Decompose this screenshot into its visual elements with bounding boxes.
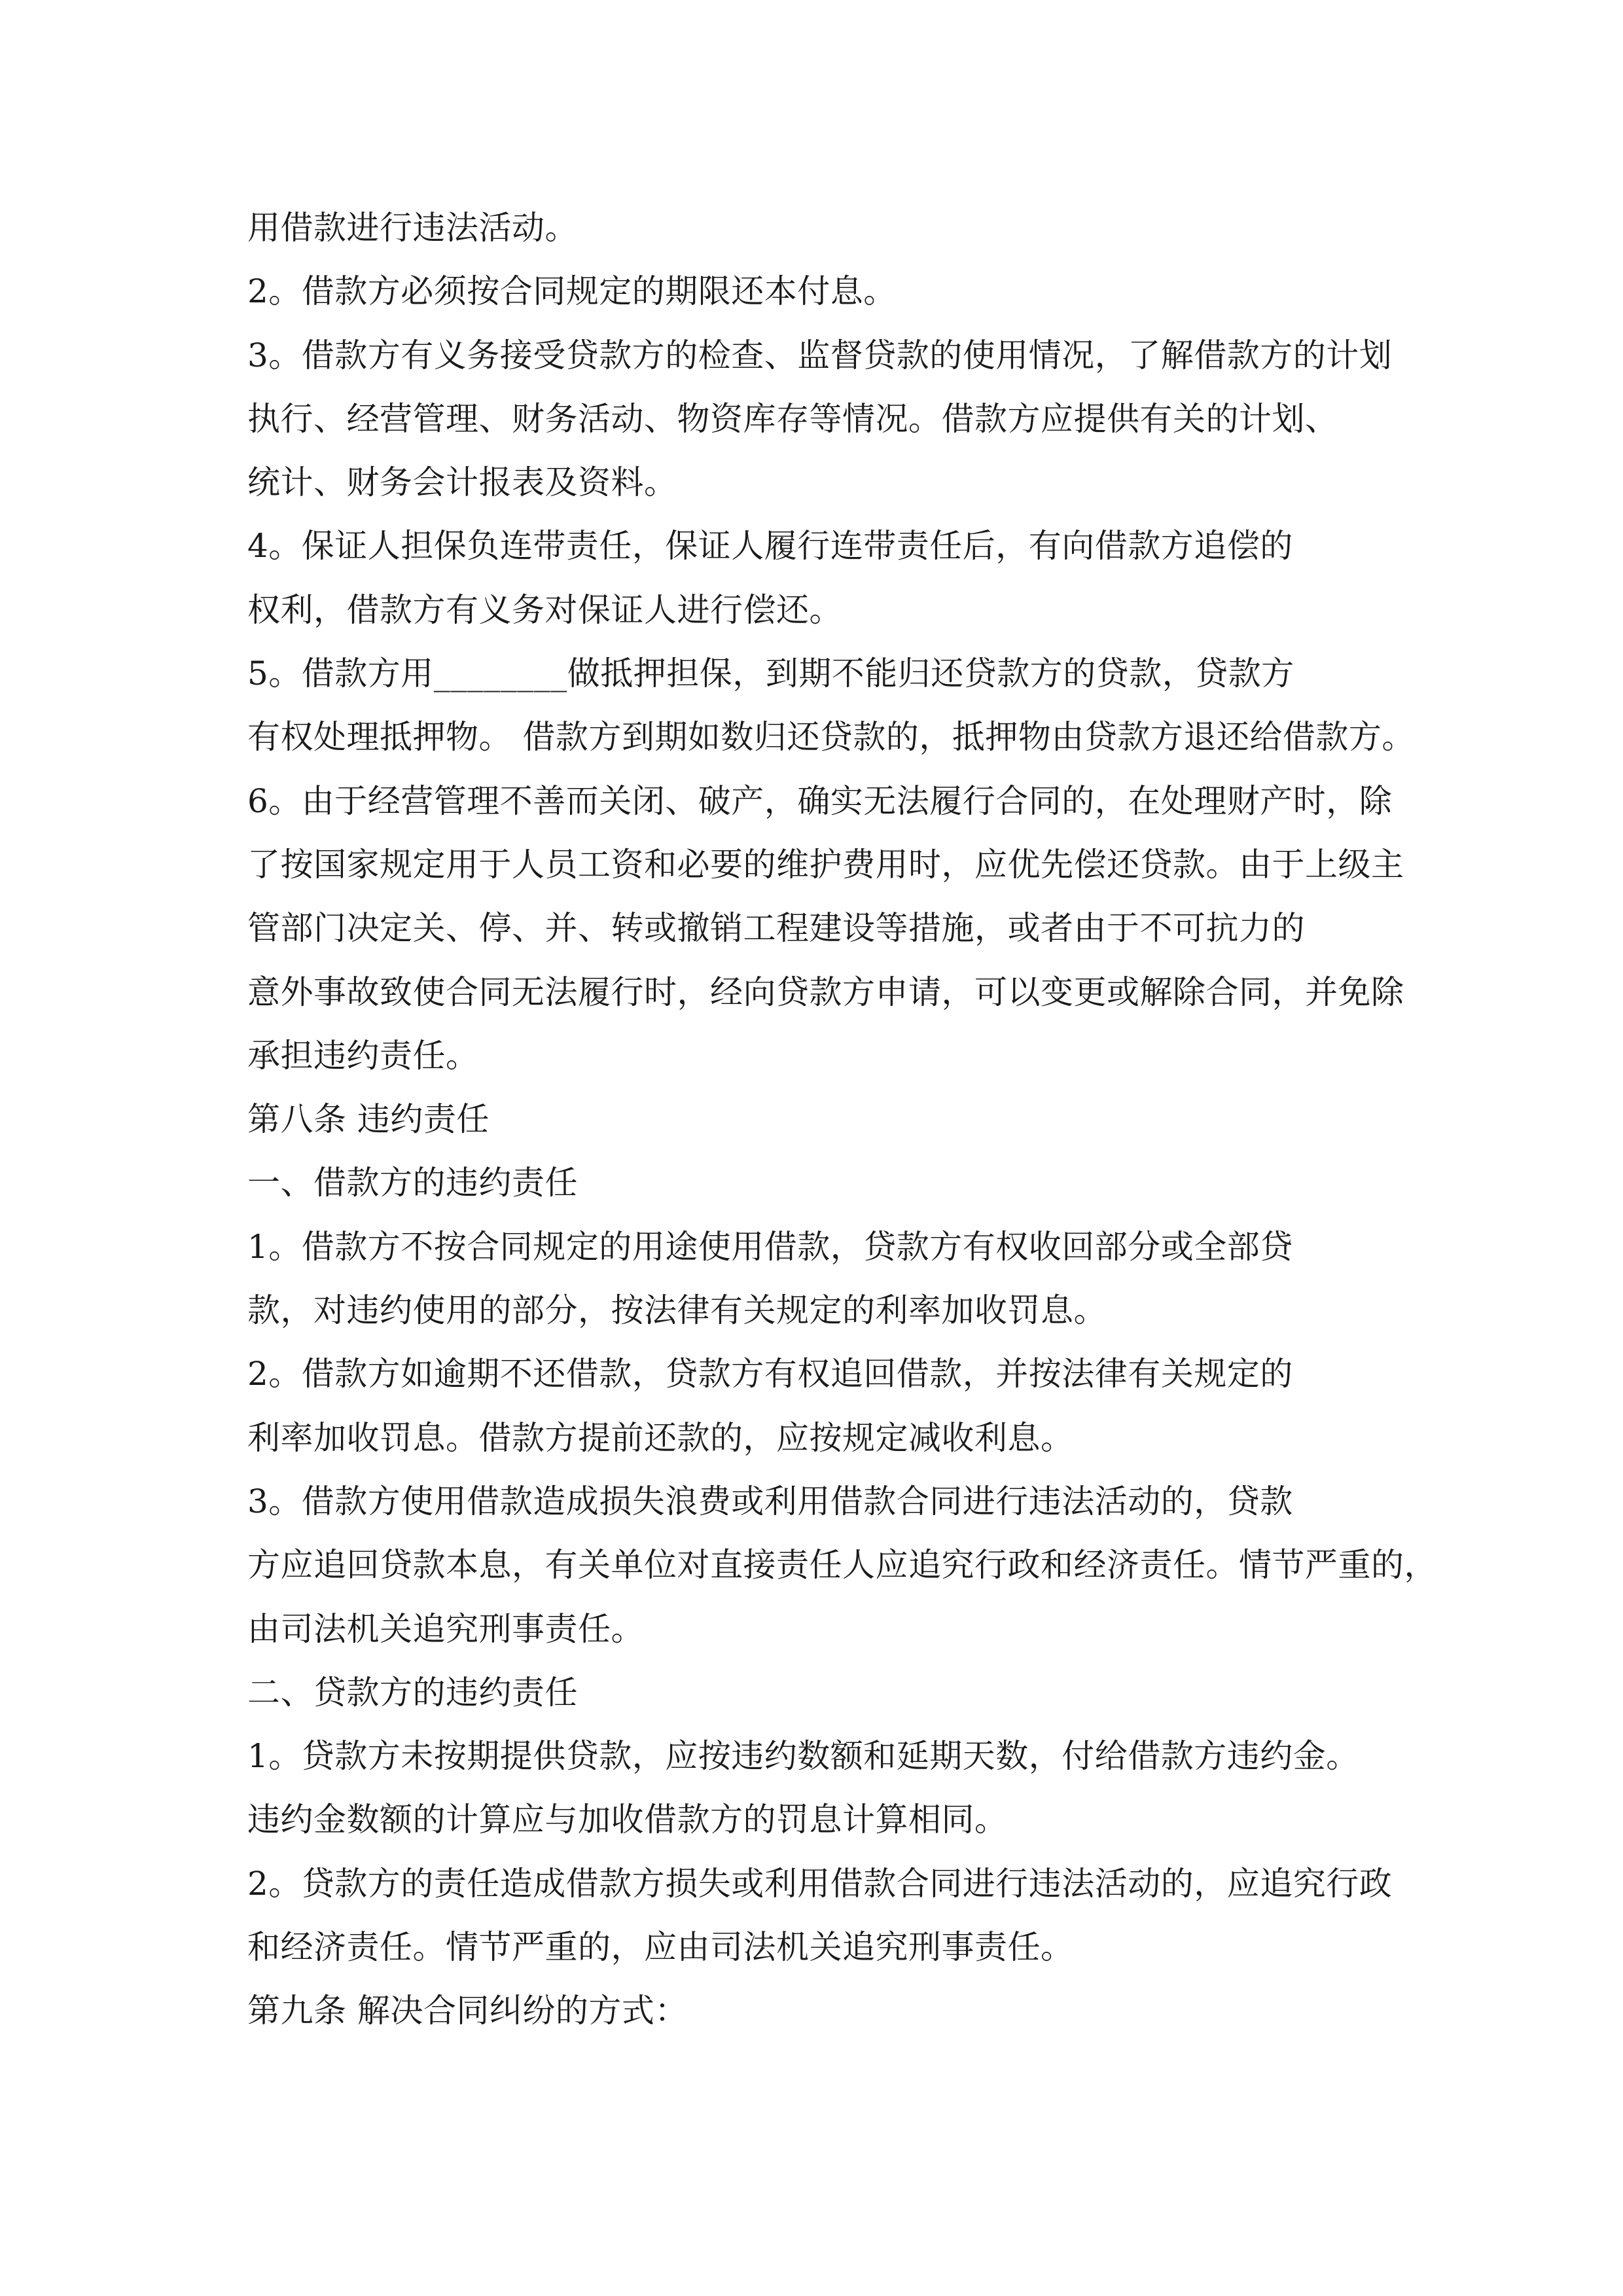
text-line: 和经济责任。情节严重的，应由司法机关追究刑事责任。 <box>247 1928 1074 1967</box>
text-line: 执行、经营管理、财务活动、物资库存等情况。借款方应提供有关的计划、 <box>247 399 1338 438</box>
text-line: 了按国家规定用于人员工资和必要的维护费用时，应优先偿还贷款。由于上级主 <box>247 845 1404 884</box>
subsection-heading: 一、借款方的违约责任 <box>247 1164 578 1202</box>
text-line: 承担违约责任。 <box>247 1036 479 1075</box>
text-line: 有权处理抵押物。 借款方到期如数归还贷款的，抵押物由贷款方退还给借款方。 <box>247 718 1415 757</box>
section-heading: 第九条 解决合同纠纷的方式： <box>247 1992 688 2030</box>
section-heading: 第八条 违约责任 <box>247 1100 490 1139</box>
text-line: 用借款进行违法活动。 <box>247 209 578 247</box>
text-line: 由司法机关追究刑事责任。 <box>247 1609 644 1648</box>
text-line: 方应追回贷款本息，有关单位对直接责任人应追究行政和经济责任。情节严重的， <box>247 1546 1437 1585</box>
text-line: 6。由于经营管理不善而关闭、破产，确实无法履行合同的，在处理财产时，除 <box>247 781 1393 820</box>
text-line: 利率加收罚息。借款方提前还款的，应按规定减收利息。 <box>247 1418 1074 1457</box>
text-line: 2。借款方如逾期不还借款，贷款方有权追回借款，并按法律有关规定的 <box>247 1355 1293 1393</box>
text-line: 1。贷款方未按期提供贷款，应按违约数额和延期天数，付给借款方违约金。 <box>247 1737 1359 1776</box>
text-line: 4。保证人担保负连带责任，保证人履行连带责任后，有向借款方追偿的 <box>247 527 1293 565</box>
text-line: 5。借款方用________做抵押担保，到期不能归还贷款方的贷款，贷款方 <box>247 655 1294 693</box>
text-line: 统计、财务会计报表及资料。 <box>247 463 677 502</box>
text-line: 2。贷款方的责任造成借款方损失或利用借款合同进行违法活动的，应追究行政 <box>247 1864 1393 1903</box>
text-line: 意外事故致使合同无法履行时，经向贷款方申请，可以变更或解除合同，并免除 <box>247 973 1404 1011</box>
text-line: 1。借款方不按合同规定的用途使用借款，贷款方有权收回部分或全部贷 <box>247 1227 1293 1266</box>
text-line: 违约金数额的计算应与加收借款方的罚息计算相同。 <box>247 1801 1008 1839</box>
text-line: 款，对违约使用的部分，按法律有关规定的利率加收罚息。 <box>247 1291 1107 1330</box>
text-line: 3。借款方使用借款造成损失浪费或利用借款合同进行违法活动的，贷款 <box>247 1482 1293 1520</box>
text-line: 3。借款方有义务接受贷款方的检查、监督贷款的使用情况，了解借款方的计划 <box>247 336 1393 374</box>
text-line: 管部门决定关、停、并、转或撤销工程建设等措施，或者由于不可抗力的 <box>247 909 1305 948</box>
contract-text <box>247 196 1437 2043</box>
text-line: 2。借款方必须按合同规定的期限还本付息。 <box>247 272 897 311</box>
text-line: 权利，借款方有义务对保证人进行偿还。 <box>247 590 842 629</box>
subsection-heading: 二、贷款方的违约责任 <box>247 1673 578 1712</box>
